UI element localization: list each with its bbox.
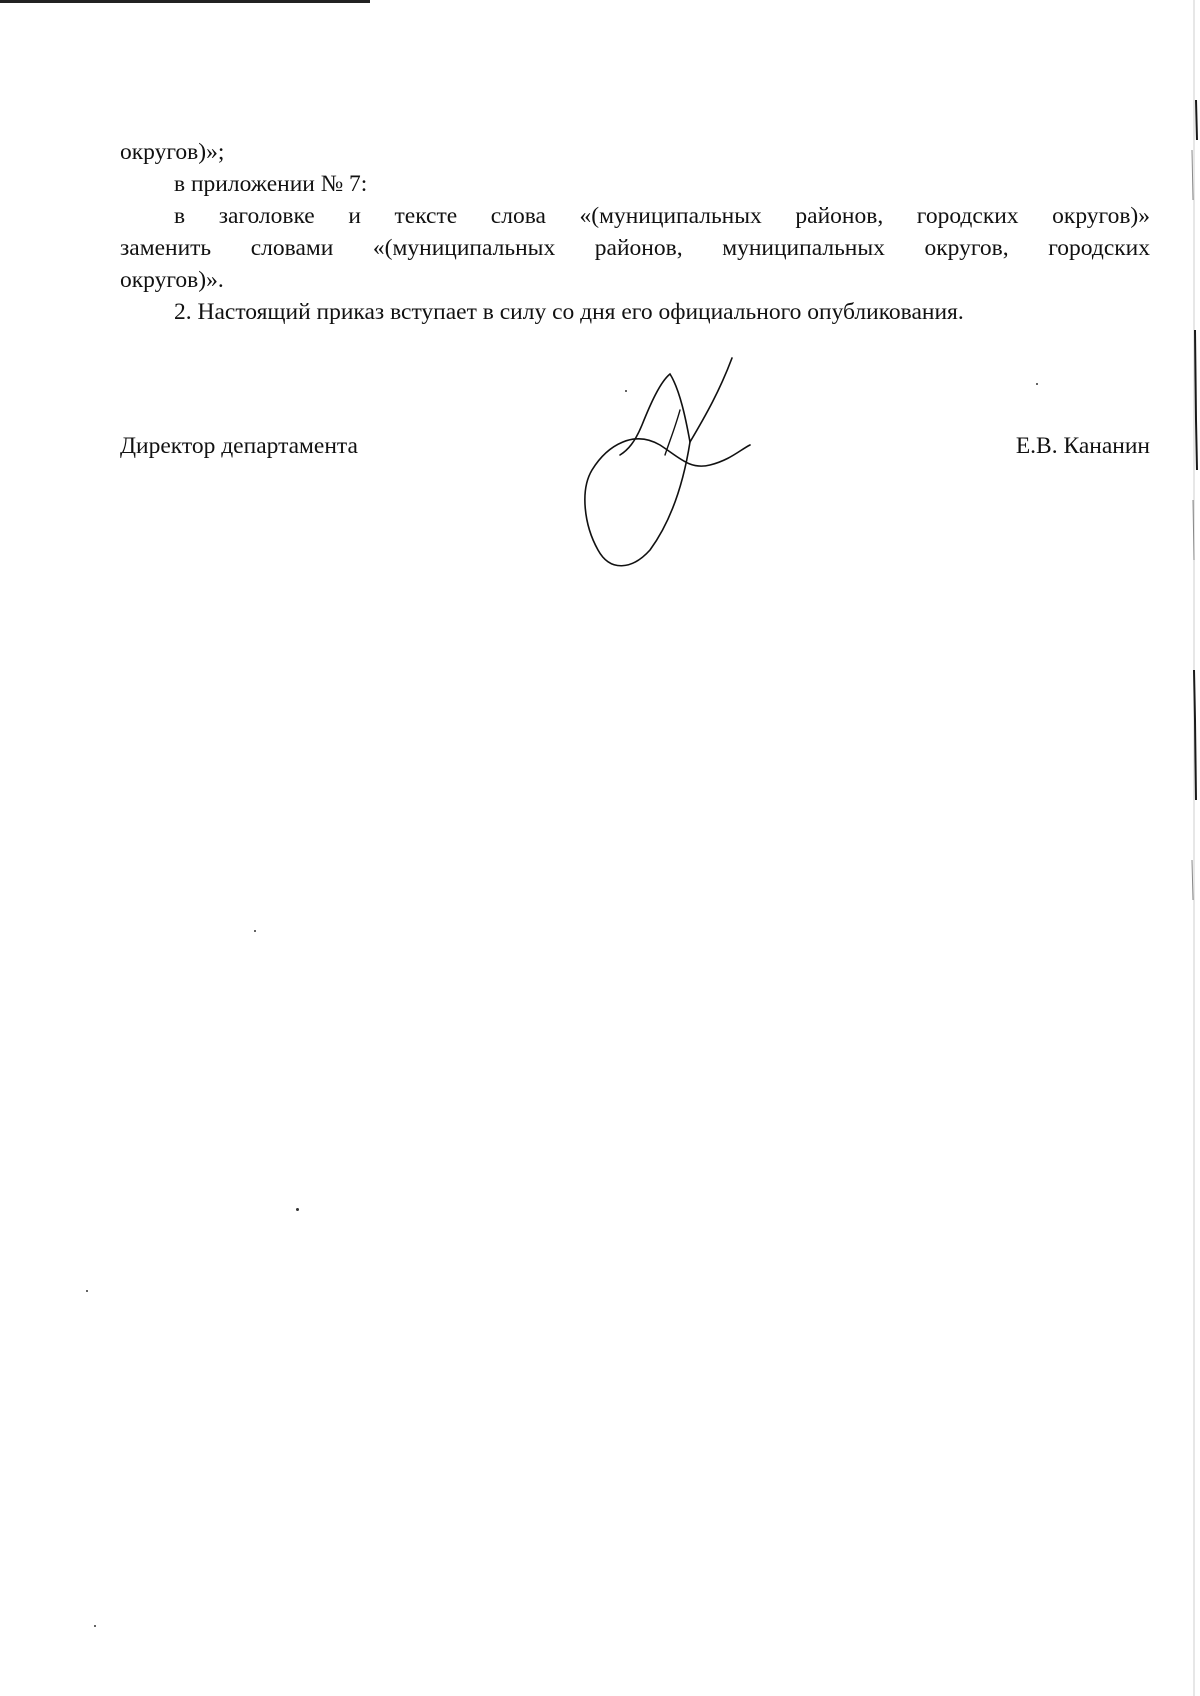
scan-speck	[254, 930, 256, 932]
body-line-6: 2. Настоящий приказ вступает в силу со дня его официального опубликования.	[174, 299, 964, 325]
scan-speck	[296, 1208, 299, 1211]
scan-edge-right	[1182, 0, 1200, 1696]
scan-edge-top	[0, 0, 370, 3]
body-line-3: в заголовке и тексте слова «(муниципальных районов, городских округов)»	[174, 203, 1150, 229]
body-line-4: заменить словами «(муниципальных районов, муниципальных округов, городских	[120, 235, 1150, 261]
document-body	[120, 136, 1150, 328]
handwritten-signature	[580, 350, 810, 620]
signer-name: Е.В. Кананин	[1015, 433, 1150, 459]
signer-position: Директор департамента	[120, 433, 358, 459]
scan-speck	[625, 390, 627, 392]
scan-speck	[86, 1290, 88, 1292]
scan-speck	[94, 1625, 96, 1627]
body-line-2: в приложении № 7:	[174, 171, 368, 197]
scan-speck	[1036, 383, 1038, 385]
body-line-5: округов)».	[120, 267, 224, 293]
body-line-1: округов)»;	[120, 139, 225, 165]
